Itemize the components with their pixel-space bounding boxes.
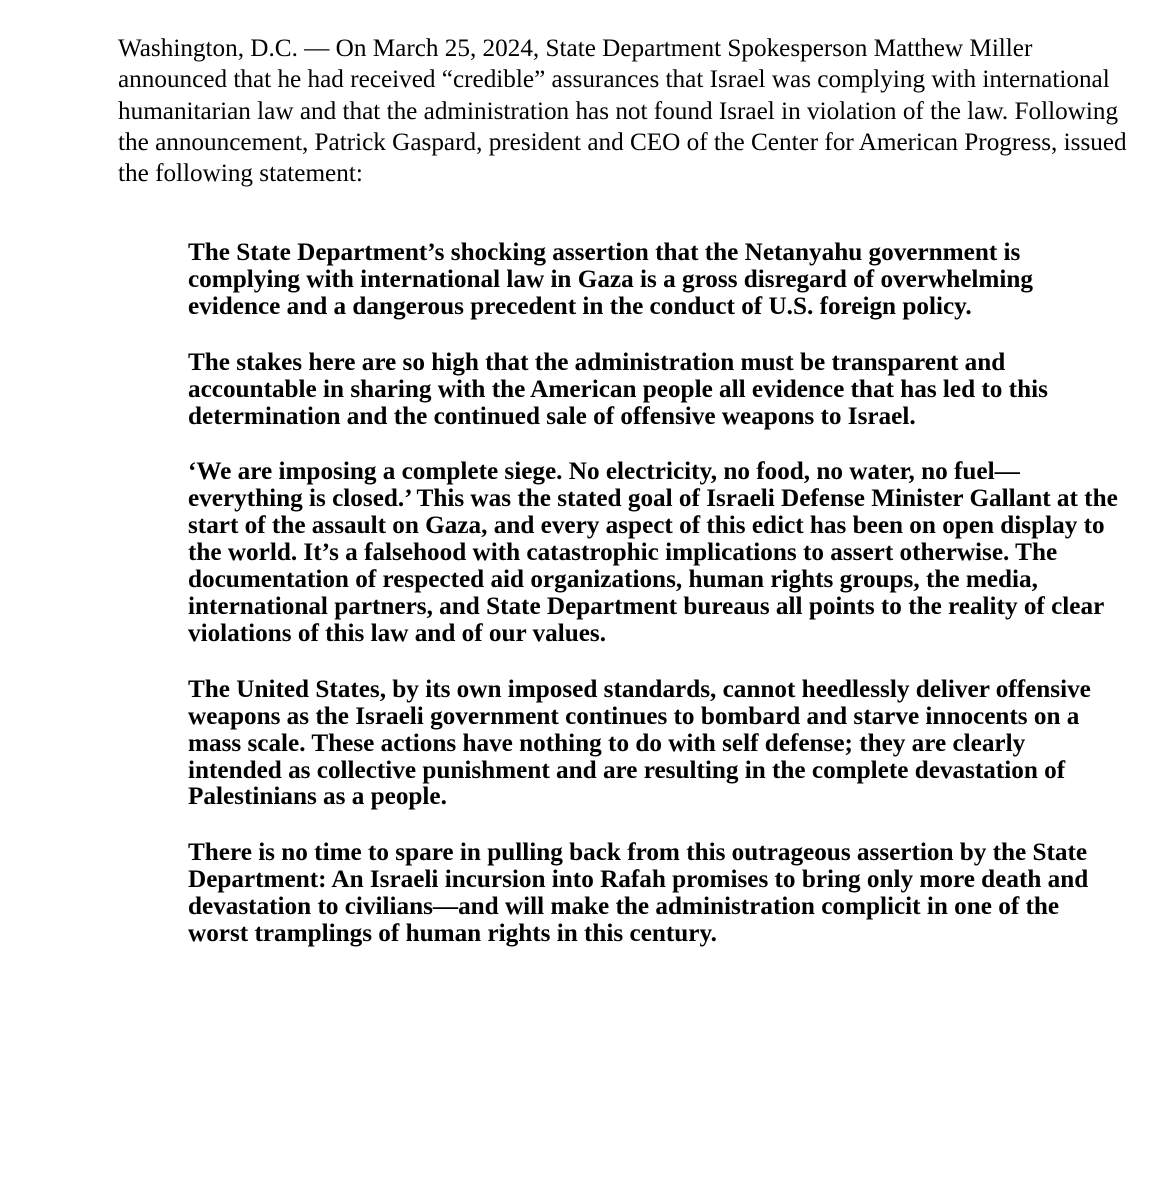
statement-paragraph-2: The stakes here are so high that the administration must be transparent and accountable in sharing with the American people all evidence that has led to this determination and the continued sale of offensive weapons to Israel. [188, 348, 1048, 430]
statement-paragraph-1: The State Department’s shocking assertion that the Netanyahu government is complying with international law in Gaza is a gross disregard of overwhelming evidence and a dangerous precedent in the conduct of U.S. foreign policy. [188, 239, 1033, 320]
intro-paragraph: Washington, D.C. — On March 25, 2024, State Department Spokesperson Matthew Miller announced that he had received “credible” assurances that Israel was complying with international humanitarian law and that the administration has not found Israel in violation of the law. Following the announcement, Patrick Gaspard, president and CEO of the Center for American Progress, issued the following statement: [118, 35, 1127, 188]
statement-paragraph-3: ‘We are imposing a complete siege. No electricity, no food, no water, no fuel—everything is closed.’ This was the stated goal of Israeli Defense Minister Gallant at the start of the assault on Gaza, and every aspect of this edict has been on open display to the world. It’s a falsehood with catastrophic implications to assert otherwise. The documentation of respected aid organizations, human rights groups, the media, international partners, and State Department bureaus all points to the reality of clear violations of this law and of our values. [188, 458, 1118, 647]
statement-paragraph-4: The United States, by its own imposed standards, cannot heedlessly deliver offensive weapons as the Israeli government continues to bombard and starve innocents on a mass scale. These actions have nothing to do with self defense; they are clearly intended as collective punishment and are resulting in the complete devastation of Palestinians as a people. [188, 675, 1091, 811]
statement-quote-block [188, 240, 1118, 948]
statement-paragraph-5: There is no time to spare in pulling back from this outrageous assertion by the State Department: An Israeli incursion into Rafah promises to bring only more death and devastation to civilians—and will make the administration complicit in one of the worst tramplings of human rights in this century. [188, 839, 1089, 948]
